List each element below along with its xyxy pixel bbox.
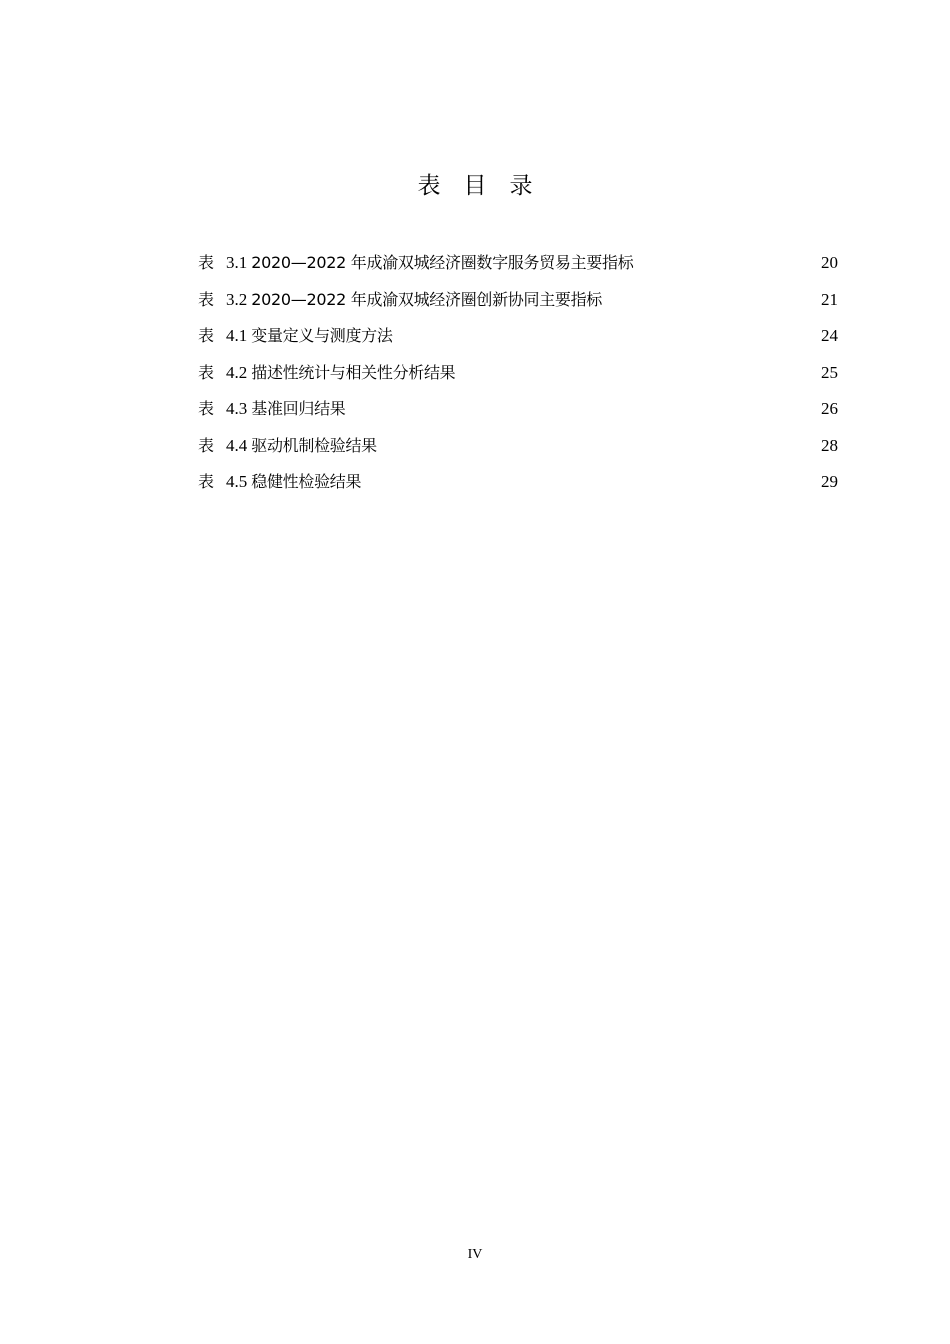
entry-number: 4.5 <box>226 472 248 491</box>
entry-page-number: 20 <box>821 253 838 272</box>
toc-entry[interactable] <box>198 245 838 282</box>
toc-entry[interactable] <box>198 282 838 319</box>
toc-entry[interactable] <box>198 391 838 428</box>
entry-title: 2020—2022 年成渝双城经济圈数字服务贸易主要指标 <box>251 253 634 272</box>
entry-number: 4.2 <box>226 362 248 382</box>
entry-page-number: 25 <box>821 362 838 382</box>
toc-entry[interactable] <box>198 464 838 501</box>
entry-number: 3.2 <box>226 289 248 309</box>
entry-page-number: 26 <box>821 399 838 418</box>
entry-prefix: 表 <box>198 435 215 455</box>
entry-page-number: 21 <box>821 289 838 309</box>
toc-entry[interactable] <box>198 428 838 465</box>
table-of-tables <box>198 245 838 501</box>
entry-page-number: 29 <box>821 472 838 491</box>
toc-entry[interactable] <box>198 318 838 355</box>
page-title: 表 目 录 <box>417 173 533 199</box>
entry-prefix: 表 <box>198 472 215 491</box>
entry-number: 4.1 <box>226 326 248 345</box>
entry-title: 驱动机制检验结果 <box>251 435 377 455</box>
page-number-footer: IV <box>467 1247 483 1262</box>
entry-title: 稳健性检验结果 <box>251 472 362 491</box>
entry-number: 4.3 <box>226 399 248 418</box>
entry-page-number: 24 <box>821 326 838 345</box>
entry-title: 2020—2022 年成渝双城经济圈创新协同主要指标 <box>251 289 602 309</box>
entry-prefix: 表 <box>198 253 215 272</box>
entry-page-number: 28 <box>821 435 838 455</box>
entry-prefix: 表 <box>198 399 215 418</box>
entry-prefix: 表 <box>198 326 215 345</box>
entry-title: 基准回归结果 <box>251 399 346 418</box>
entry-title: 变量定义与测度方法 <box>251 326 393 345</box>
entry-prefix: 表 <box>198 362 215 382</box>
entry-number: 3.1 <box>226 253 248 272</box>
entry-prefix: 表 <box>198 289 215 309</box>
entry-number: 4.4 <box>226 435 248 455</box>
entry-title: 描述性统计与相关性分析结果 <box>251 362 456 382</box>
toc-entry[interactable] <box>198 355 838 392</box>
